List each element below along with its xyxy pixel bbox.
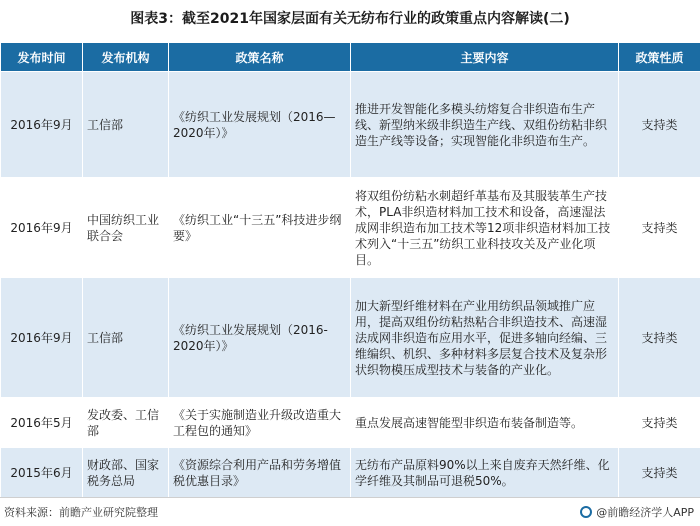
footer [0, 497, 700, 526]
brand [580, 504, 694, 520]
cell-time: 2015年6月 [1, 448, 83, 498]
cell-type: 支持类 [619, 398, 700, 448]
brand-label: @前瞻经济学人APP [596, 504, 694, 520]
cell-type: 支持类 [619, 278, 700, 398]
cell-org: 中国纺织工业联合会 [83, 178, 169, 278]
cell-time: 2016年9月 [1, 278, 83, 398]
source-note: 资料来源：前瞻产业研究院整理 [4, 504, 158, 520]
cell-content: 加大新型纤维材料在产业用纺织品领域推广应用，提高双组份纺粘热粘合非织造技术、高速湿法成网非织造布应用水平，促进多轴向经编、三维编织、机织、多种材料多层复合技术及复杂形状织物模压成型技术与装备的产业化。 [351, 278, 619, 398]
cell-type: 支持类 [619, 72, 700, 178]
table-header-row [1, 43, 700, 72]
cell-org: 工信部 [83, 278, 169, 398]
table-row [1, 72, 700, 178]
header-name: 政策名称 [169, 43, 351, 72]
cell-name: 《纺织工业发展规划（2016-2020年）》 [169, 278, 351, 398]
cell-org: 工信部 [83, 72, 169, 178]
policy-table [0, 42, 700, 498]
cell-name: 《资源综合利用产品和劳务增值税优惠目录》 [169, 448, 351, 498]
table-row [1, 398, 700, 448]
cell-name: 《纺织工业“十三五”科技进步纲要》 [169, 178, 351, 278]
cell-name: 《纺织工业发展规划（2016—2020年）》 [169, 72, 351, 178]
table-row [1, 178, 700, 278]
header-content: 主要内容 [351, 43, 619, 72]
header-time: 发布时间 [1, 43, 83, 72]
cell-content: 无纺布产品原料90%以上来自废弃天然纤维、化学纤维及其制品可退税50%。 [351, 448, 619, 498]
cell-content: 推进开发智能化多模头纺熔复合非织造布生产线、新型纳米级非织造生产线、双组份纺粘非织造生产线等设备；实现智能化非织造布生产。 [351, 72, 619, 178]
cell-content: 重点发展高速智能型非织造布装备制造等。 [351, 398, 619, 448]
table-row [1, 278, 700, 398]
cell-time: 2016年9月 [1, 178, 83, 278]
header-org: 发布机构 [83, 43, 169, 72]
cell-type: 支持类 [619, 448, 700, 498]
cell-type: 支持类 [619, 178, 700, 278]
brand-logo-icon [580, 506, 592, 518]
cell-time: 2016年9月 [1, 72, 83, 178]
cell-org: 发改委、工信部 [83, 398, 169, 448]
table-row [1, 448, 700, 498]
cell-name: 《关于实施制造业升级改造重大工程包的通知》 [169, 398, 351, 448]
cell-time: 2016年5月 [1, 398, 83, 448]
cell-content: 将双组份纺粘水刺超纤革基布及其服装革生产技术，PLA非织造材料加工技术和设备，高速湿法成网非织造布加工技术等12项非织造材料加工技术列入“十三五”纺织工业科技攻关及产业化项目。 [351, 178, 619, 278]
chart-title: 图表3：截至2021年国家层面有关无纺布行业的政策重点内容解读(二) [0, 0, 700, 38]
header-type: 政策性质 [619, 43, 700, 72]
cell-org: 财政部、国家税务总局 [83, 448, 169, 498]
